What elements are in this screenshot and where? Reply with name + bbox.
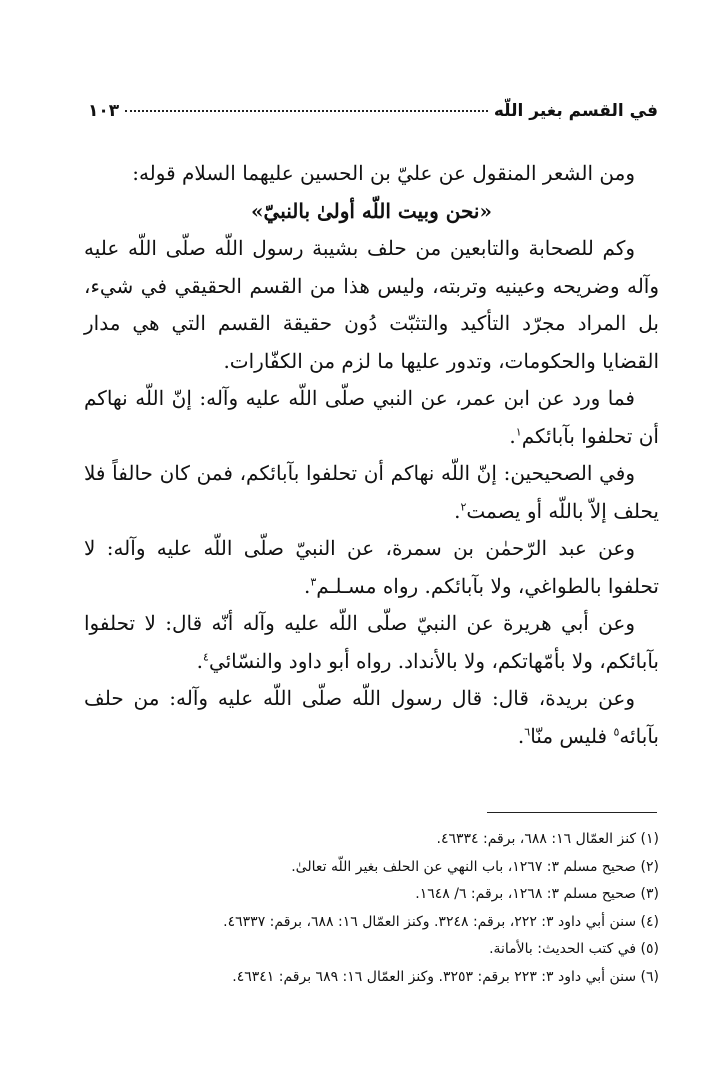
footnote: (١) كنز العمّال ١٦: ٦٨٨، برقم: ٤٦٣٣٤. — [436, 831, 659, 847]
footnote-ref[interactable]: ٥ — [613, 724, 620, 738]
footnote: (٥) في كتب الحديث: بالأمانة. — [489, 941, 659, 957]
running-header — [88, 100, 658, 128]
footnote: (٣) صحيح مسلم ٣: ١٢٦٨، برقم: ٦/ ١٦٤٨. — [415, 886, 659, 902]
running-title: في القسم بغير اللّه — [493, 101, 658, 121]
footnote: (٦) سنن أبي داود ٣: ٢٢٣ برقم: ٣٢٥٣. وكنز العمّال ١٦: ٦٨٩ برقم: ٤٦٣٤١. — [232, 968, 659, 985]
paragraph-text: وفي الصحيحين: إنّ اللّه نهاكم أن تحلفوا بآبائكم، فمن كان حالفاً فلا يحلف إلاّ باللّه أو يصمت — [84, 461, 659, 523]
paragraph-text: وعن بريدة، قال: قال رسول اللّه صلّى اللّه عليه وآله: من حلف بآبائه — [84, 686, 659, 748]
footnote-ref[interactable]: ٦ — [524, 724, 531, 738]
footnote-separator — [487, 812, 657, 813]
paragraph — [84, 155, 659, 193]
paragraph-text: فما ورد عن ابن عمر، عن النبي صلّى اللّه عليه وآله: إنّ اللّه نهاكم أن تحلفوا بآبائكم — [84, 386, 659, 448]
paragraph-text: وعن عبد الرّحمٰن بن سمرة، عن النبيّ صلّى اللّه عليه وآله: لا تحلفوا بالطواغي، ولا بآبائكم. رواه مسـلـم — [84, 536, 659, 598]
footnotes — [84, 826, 659, 991]
footnote-ref[interactable]: ٢ — [460, 499, 467, 513]
header-leader-dots — [125, 96, 488, 112]
paragraph: وفي الصحيحين: إنّ اللّه نهاكم أن تحلفوا بآبائكم، فمن كان حالفاً فلا يحلف إلاّ باللّه أو يصمت$^٢$. — [84, 461, 659, 523]
paragraph: وعن بريدة، قال: قال رسول اللّه صلّى اللّه عليه وآله: من حلف بآبائه$^٥$ فليس منّا$^٦$. — [84, 686, 659, 748]
footnote-ref[interactable]: ١ — [515, 424, 522, 438]
main-text — [84, 155, 659, 755]
paragraph: فما ورد عن ابن عمر، عن النبي صلّى اللّه عليه وآله: إنّ اللّه نهاكم أن تحلفوا بآبائكم$^١$. — [84, 386, 659, 448]
page-number: ١٠٣ — [88, 101, 120, 121]
footnote-ref[interactable]: ٣ — [310, 574, 317, 588]
paragraph-text: ومن الشعر المنقول عن عليّ بن الحسين عليهما السلام قوله: — [132, 161, 635, 185]
paragraph-text: فليس منّا — [530, 723, 614, 748]
paragraph — [84, 230, 659, 380]
paragraph-text: وكم للصحابة والتابعين من حلف بشيبة رسول اللّه صلّى اللّه عليه وآله وضريحه وعينيه وتربته، وليس هذا من القسم الحقيقي في شيء، بل المراد مجرّد التأكيد والتثبّت دُون حقيقة القسم التي هي مدار القضايا والحكومات، وتدور عليها ما لزم من الكفّارات. — [84, 236, 659, 373]
paragraph: وعن أبي هريرة عن النبيّ صلّى اللّه عليه وآله أنّه قال: لا تحلفوا بآبائكم، ولا بأمّهاتكم، ولا بالأنداد. رواه أبو داود والنسّائي$^٤$. — [84, 611, 659, 673]
footnote-ref[interactable]: ٤ — [203, 649, 209, 663]
quoted-verse — [84, 193, 659, 231]
footnote: (٤) سنن أبي داود ٣: ٢٢٢، برقم: ٣٢٤٨. وكنز العمّال ١٦: ٦٨٨، برقم: ٤٦٣٣٧. — [223, 913, 659, 930]
paragraph-text: وعن أبي هريرة عن النبيّ صلّى اللّه عليه وآله أنّه قال: لا تحلفوا بآبائكم، ولا بأمّهاتكم، ولا بالأنداد. رواه أبو داود والنسّائي — [84, 611, 659, 673]
paragraph: وعن عبد الرّحمٰن بن سمرة، عن النبيّ صلّى اللّه عليه وآله: لا تحلفوا بالطواغي، ولا بآبائكم. رواه مسـلـم$^٣$. — [84, 536, 659, 598]
verse-text: «نحن وبيت اللّه أولىٰ بالنبيّ» — [251, 198, 492, 223]
footnote: (٢) صحيح مسلم ٣: ١٢٦٧، باب النهي عن الحلف بغير اللّه تعالىٰ. — [291, 858, 659, 875]
